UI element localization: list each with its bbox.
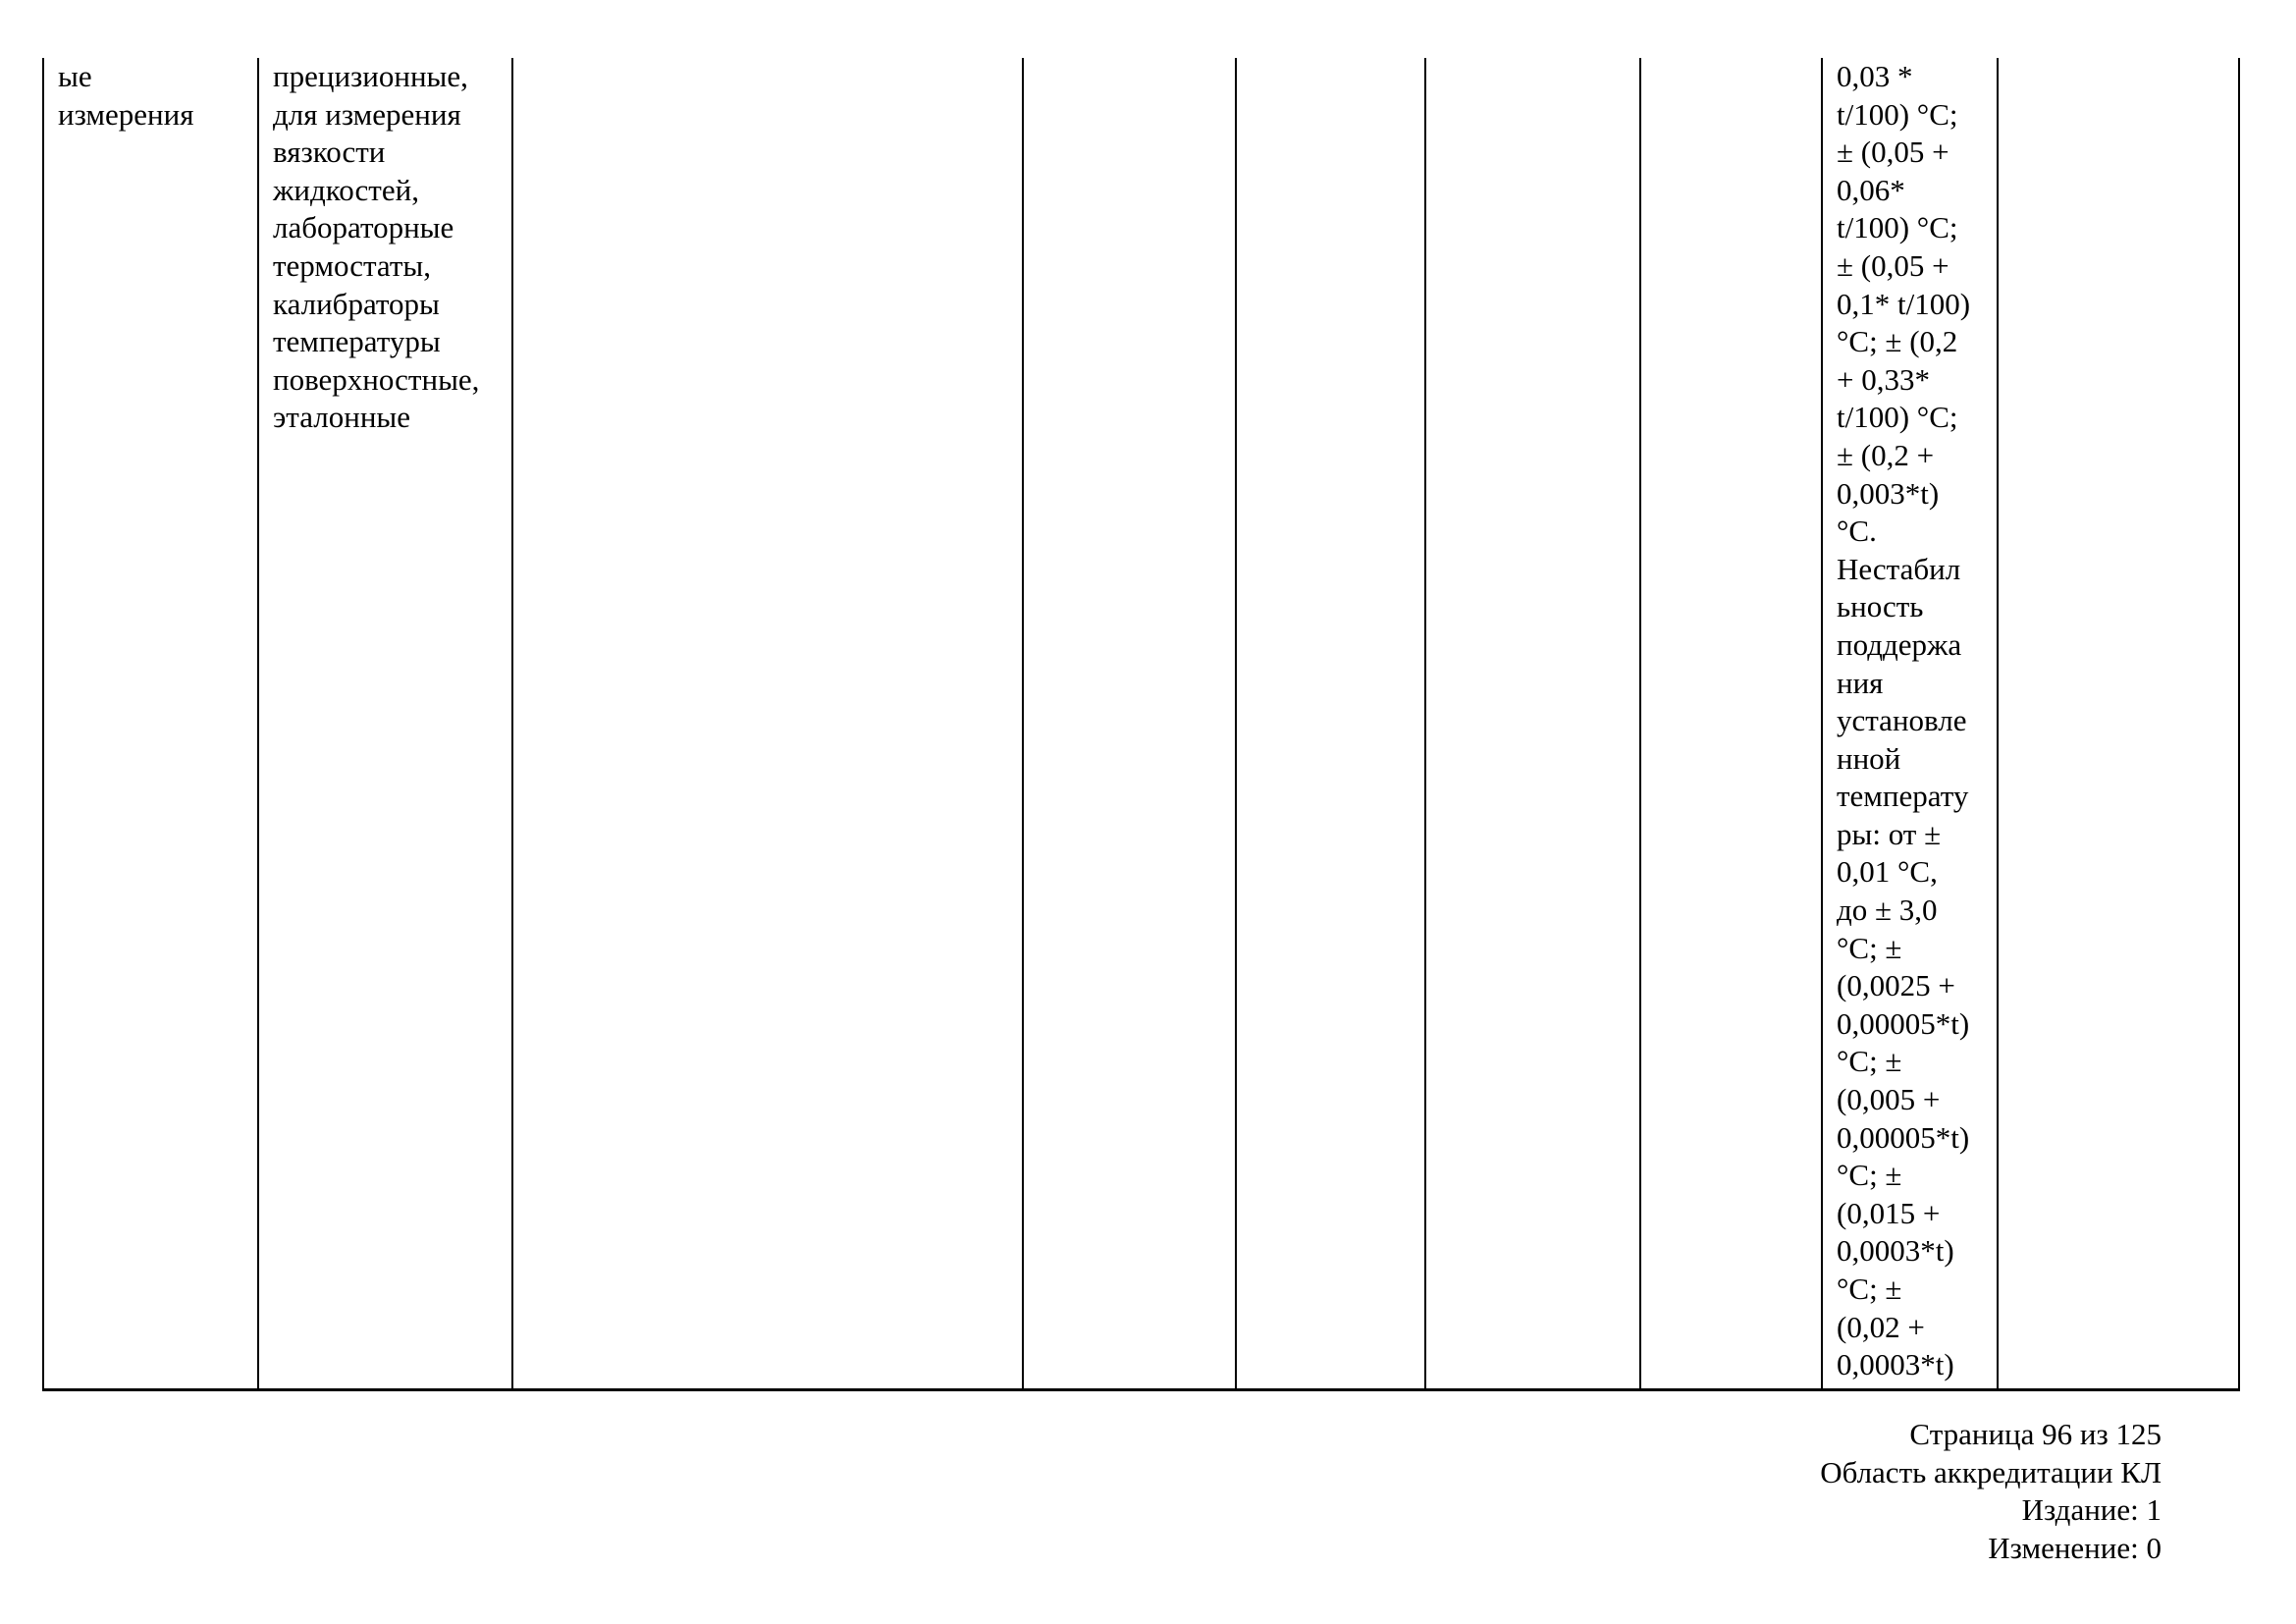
cell-text-line: (0,015 +: [1837, 1195, 1941, 1230]
cell-text-line: температуры: [273, 324, 441, 359]
cell-measurement-type: [43, 58, 258, 1390]
cell-text-line: прецизионные,: [273, 59, 468, 93]
cell-text-line: °С; ± (0,2: [1837, 324, 1958, 359]
cell-text-line: (0,005 +: [1837, 1082, 1941, 1117]
page-number: Страница 96 из 125: [1909, 1417, 2162, 1451]
cell-text-line: + 0,33*: [1837, 361, 1930, 397]
cell-empty-4: [1023, 58, 1236, 1390]
cell-empty-3: [512, 58, 1023, 1390]
cell-text-line: установле: [1837, 703, 1967, 738]
cell-text-line: до ± 3,0: [1837, 893, 1938, 928]
cell-text-line: (0,0025 +: [1837, 968, 1955, 1003]
cell-text-line: ния: [1837, 665, 1884, 700]
cell-text-line: 0,0003*t): [1837, 1233, 1954, 1269]
cell-empty-9: [1998, 58, 2239, 1390]
cell-text-line: °С; ±: [1837, 1158, 1902, 1193]
cell-text-line: вязкости: [273, 135, 386, 170]
edition-label: Издание: 1: [2021, 1492, 2162, 1528]
cell-text-line: °С; ±: [1837, 930, 1902, 965]
cell-text-line: температу: [1837, 779, 1969, 814]
cell-text-line: (0,02 +: [1837, 1309, 1925, 1344]
cell-text-line: 0,01 °С,: [1837, 854, 1938, 890]
cell-text-line: ± (0,05 +: [1837, 247, 1949, 283]
cell-text-line: жидкостей,: [273, 172, 419, 207]
cell-empty-5: [1236, 58, 1425, 1390]
cell-text-line: °С; ±: [1837, 1044, 1902, 1079]
cell-text-line: t/100) °С;: [1837, 210, 1958, 245]
accreditation-scope-label: Область аккредитации КЛ: [1820, 1454, 2162, 1489]
table-row: [43, 58, 2239, 1390]
cell-text-line: для измерения: [273, 96, 461, 132]
cell-text-line: нной: [1837, 740, 1901, 776]
change-label: Изменение: 0: [1988, 1530, 2162, 1565]
cell-text-line: поверхностные,: [273, 361, 480, 397]
cell-empty-7: [1640, 58, 1822, 1390]
cell-text-line: 0,0003*t): [1837, 1347, 1954, 1382]
cell-text-line: 0,00005*t): [1837, 1119, 1970, 1155]
cell-text-line: эталонные: [273, 400, 410, 435]
cell-text-line: ры: от ±: [1837, 816, 1942, 851]
page-footer: [1820, 1416, 2162, 1567]
cell-instrument-description: [258, 58, 512, 1390]
cell-text-line: ьность: [1837, 589, 1924, 624]
cell-text-line: 0,1* t/100): [1837, 286, 1971, 321]
cell-accuracy-characteristics: [1822, 58, 1998, 1390]
cell-text-line: лабораторные: [273, 210, 454, 245]
cell-text-line: 0,00005*t): [1837, 1005, 1970, 1041]
cell-text-line: термостаты,: [273, 247, 431, 283]
cell-text-line: измерения: [58, 96, 194, 132]
cell-text-line: 0,003*t): [1837, 475, 1940, 511]
cell-text-line: поддержа: [1837, 626, 1962, 662]
cell-text-line: 0,03 *: [1837, 59, 1913, 93]
accreditation-scope-table: [42, 58, 2240, 1391]
cell-text-line: Нестабил: [1837, 551, 1961, 586]
cell-text-line: t/100) °С;: [1837, 400, 1958, 435]
cell-text-line: 0,06*: [1837, 172, 1905, 207]
cell-text-line: ые: [58, 59, 92, 93]
cell-text-line: калибраторы: [273, 286, 440, 321]
cell-text-line: t/100) °С;: [1837, 96, 1958, 132]
cell-empty-6: [1425, 58, 1640, 1390]
cell-text-line: ± (0,05 +: [1837, 135, 1949, 170]
cell-text-line: °С; ±: [1837, 1272, 1902, 1306]
cell-text-line: °С.: [1837, 514, 1877, 549]
cell-text-line: ± (0,2 +: [1837, 437, 1935, 472]
